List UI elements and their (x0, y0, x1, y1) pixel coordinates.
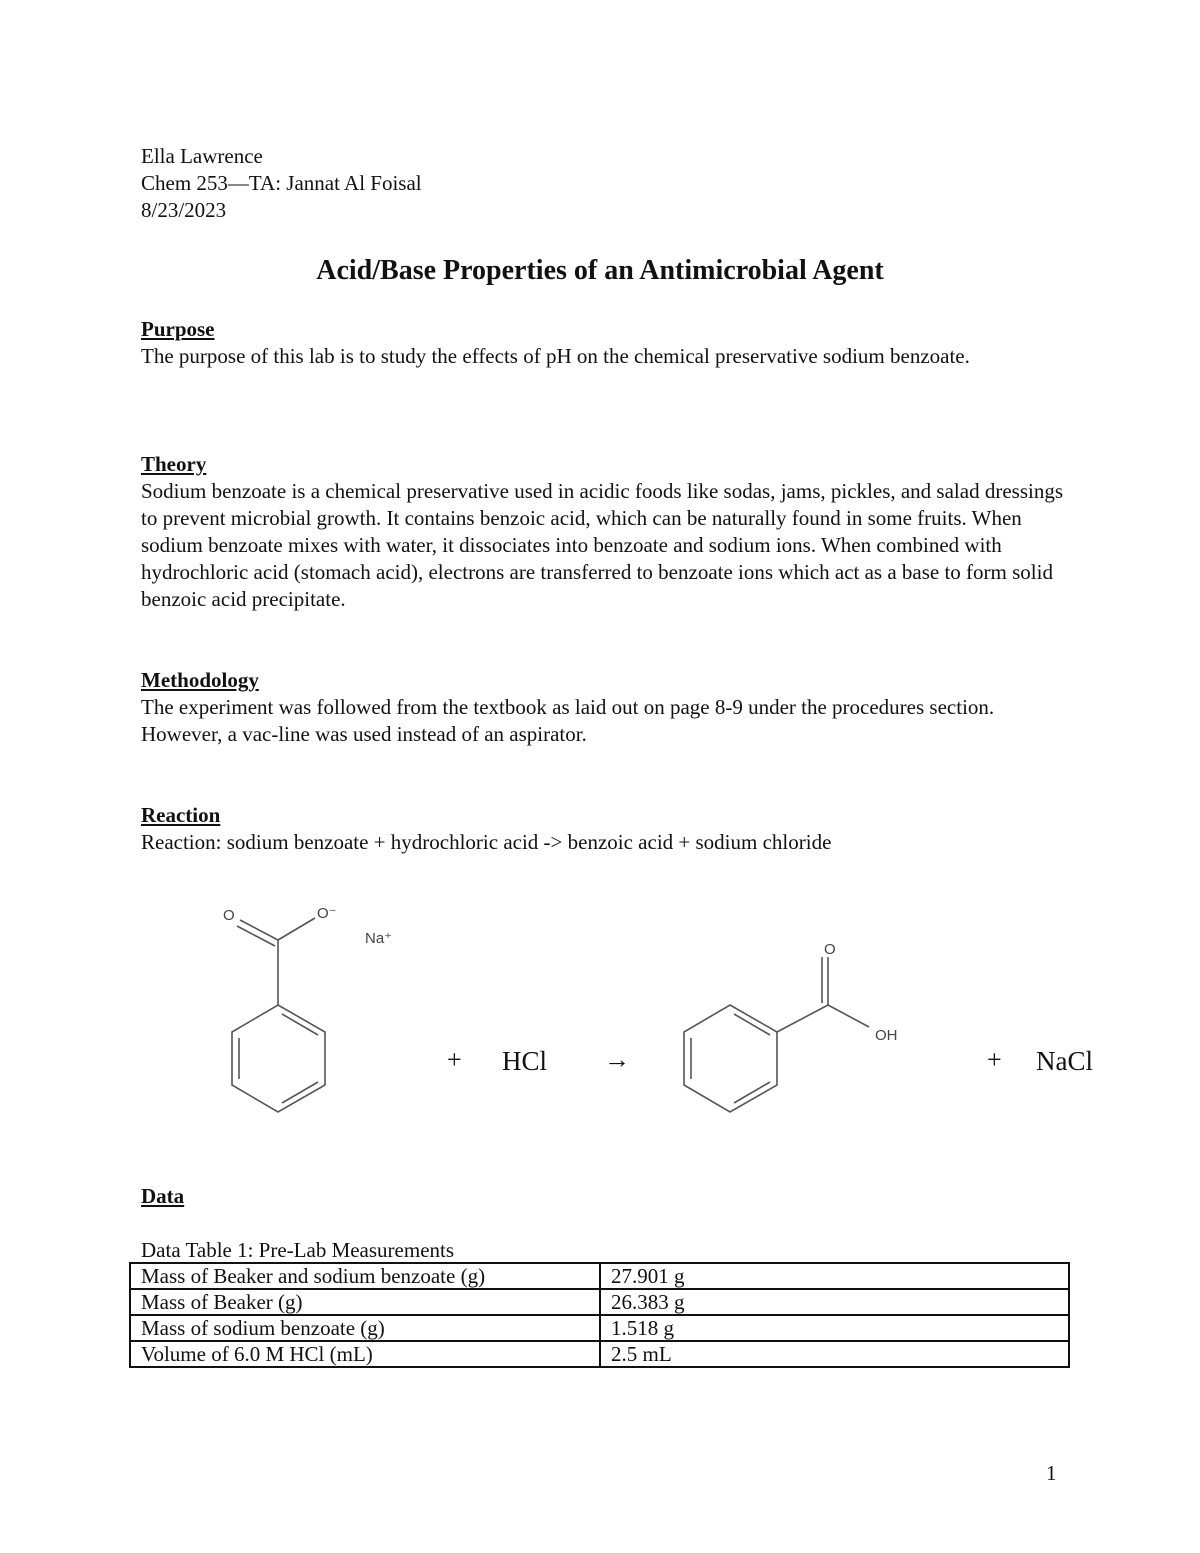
benzoate-oxide-label: O⁻ (317, 905, 337, 922)
acid-oxygen-label: O (824, 941, 836, 958)
report-date: 8/23/2023 (141, 198, 227, 222)
sodium-benzoate-structure (232, 918, 325, 1112)
row-value: 27.901 g (600, 1263, 1069, 1289)
plus-sign-2: + (987, 1045, 1002, 1074)
reaction-heading: Reaction (141, 803, 221, 827)
reaction-equation: Reaction: sodium benzoate + hydrochloric acid -> benzoic acid + sodium chloride (141, 830, 832, 854)
row-value: 1.518 g (600, 1315, 1069, 1341)
methodology-section (141, 667, 1071, 748)
theory-section (141, 451, 1071, 613)
purpose-body: The purpose of this lab is to study the effects of pH on the chemical preservative sodium benzoate. (141, 344, 970, 368)
sodium-ion-label: Na⁺ (365, 930, 393, 947)
data-section (141, 1183, 1071, 1210)
row-label: Mass of Beaker and sodium benzoate (g) (130, 1263, 600, 1289)
benzoate-c-o-single (278, 918, 315, 940)
acid-hydroxyl-label: OH (875, 1027, 898, 1044)
author-name: Ella Lawrence (141, 144, 263, 168)
purpose-section (141, 316, 1071, 370)
row-value: 26.383 g (600, 1289, 1069, 1315)
table-row (130, 1315, 1069, 1341)
row-label: Mass of Beaker (g) (130, 1289, 600, 1315)
row-value: 2.5 mL (600, 1341, 1069, 1367)
benzoate-oxygen-label: O (223, 907, 235, 924)
theory-heading: Theory (141, 452, 207, 476)
table-caption: Data Table 1: Pre-Lab Measurements (141, 1238, 455, 1262)
table-row (130, 1341, 1069, 1367)
acid-ring (684, 1005, 777, 1112)
theory-body: Sodium benzoate is a chemical preservative used in acidic foods like sodas, jams, pickles, and salad dressings to prevent microbial growth. It contains benzoic acid, which can be naturally found in some fruits. When sodium benzoate mixes with water, it dissociates into benzoate and sodium ions. When combined with hydrochloric acid (stomach acid), electrons are transferred to benzoate ions which act as a base to form solid benzoic acid precipitate. (141, 479, 1064, 611)
reaction-arrow: → (604, 1045, 630, 1074)
benzoic-acid-structure (684, 957, 869, 1112)
methodology-body: The experiment was followed from the textbook as laid out on page 8-9 under the procedures section. However, a vac-line was used instead of an aspirator. (141, 695, 995, 746)
benzoate-ring (232, 1005, 325, 1112)
document-header (141, 143, 422, 224)
methodology-heading: Methodology (141, 668, 259, 692)
plus-sign-1: + (447, 1045, 462, 1074)
acid-c-oh-single (828, 1005, 869, 1027)
purpose-heading: Purpose (141, 317, 215, 341)
table-row (130, 1289, 1069, 1315)
course-info: Chem 253—TA: Jannat Al Foisal (141, 171, 422, 195)
reaction-scheme-svg (215, 895, 1115, 1125)
page-number: 1 (1046, 1461, 1057, 1485)
document-title: Acid/Base Properties of an Antimicrobial Agent (316, 255, 884, 286)
row-label: Volume of 6.0 M HCl (mL) (130, 1341, 600, 1367)
hcl-label: HCl (502, 1046, 548, 1076)
pre-lab-measurements-table (129, 1262, 1070, 1368)
data-heading: Data (141, 1184, 185, 1208)
reaction-section (141, 802, 1071, 856)
row-label: Mass of sodium benzoate (g) (130, 1315, 600, 1341)
table-row (130, 1263, 1069, 1289)
acid-carboxyl-bond (777, 1005, 828, 1032)
nacl-label: NaCl (1036, 1046, 1093, 1076)
reaction-scheme-figure (215, 895, 1115, 1125)
